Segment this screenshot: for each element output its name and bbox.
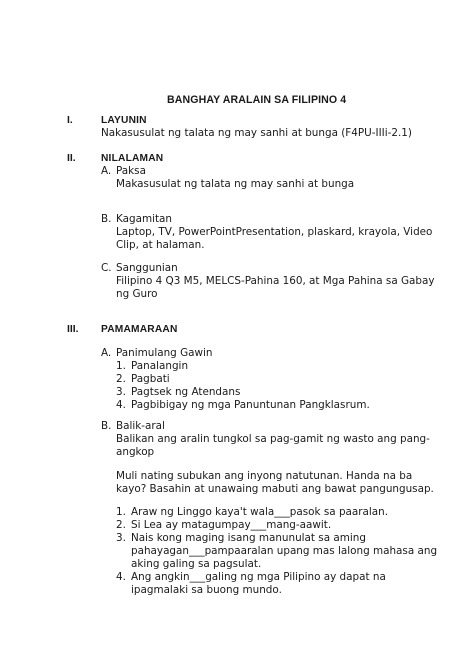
section-numeral-1: I. xyxy=(67,115,73,126)
subsection-label-balik-aral: Balik-aral xyxy=(116,420,165,432)
layunin-text: Nakasusulat ng talata ng may sanhi at bunga (F4PU-IIIi-2.1) xyxy=(101,127,412,139)
list-item-continuation: pahayagan___pampaaralan upang mas lalong mahasa ang xyxy=(131,545,438,557)
page-title: BANGHAY ARALAIN SA FILIPINO 4 xyxy=(167,94,347,106)
list-item-continuation: ipagmalaki sa buong mundo. xyxy=(131,584,282,596)
list-item-number: 2. xyxy=(116,373,126,385)
list-item: Pagtsek ng Atendans xyxy=(131,386,241,398)
list-item: Araw ng Linggo kaya't wala___pasok sa paaralan. xyxy=(131,506,389,518)
sanggunian-text-line-1: Filipino 4 Q3 M5, MELCS-Pahina 160, at Mga Pahina sa Gabay xyxy=(116,275,435,287)
subsection-letter-b: B. xyxy=(101,213,112,225)
subsection-letter-a: A. xyxy=(101,165,112,177)
subsection-letter-a: A. xyxy=(101,347,112,359)
list-item: Nais kong maging isang manunulat sa aming xyxy=(131,532,366,544)
list-item: Si Lea ay matagumpay___mang-aawit. xyxy=(131,519,332,531)
list-item-number: 1. xyxy=(116,360,126,372)
list-item: Pagbati xyxy=(131,373,170,385)
list-item-number: 1. xyxy=(116,506,126,518)
balik-aral-text-line-1: Balikan ang aralin tungkol sa pag-gamit ng wasto ang pang- xyxy=(116,433,430,445)
subsection-letter-b: B. xyxy=(101,420,112,432)
balik-aral-text-line-2: angkop xyxy=(116,446,155,458)
instruction-text-line-1: Muli nating subukan ang inyong natutunan. Handa na ba xyxy=(116,470,413,482)
list-item: Pagbibigay ng mga Panuntunan Pangklasrum. xyxy=(131,399,370,411)
list-item: Panalangin xyxy=(131,360,189,372)
list-item-number: 4. xyxy=(116,399,126,411)
section-heading-layunin: LAYUNIN xyxy=(101,115,147,126)
instruction-text-line-2: kayo? Basahin at unawaing mabuti ang bawat pangungusap. xyxy=(116,483,434,495)
paksa-text: Makasusulat ng talata ng may sanhi at bunga xyxy=(116,178,355,190)
list-item-number: 3. xyxy=(116,386,126,398)
list-item-continuation: aking galing sa pagsulat. xyxy=(131,558,262,570)
subsection-letter-c: C. xyxy=(101,262,112,274)
section-numeral-3: III. xyxy=(67,324,79,335)
kagamitan-text-line-1: Laptop, TV, PowerPointPresentation, plaskard, krayola, Video xyxy=(116,226,433,238)
subsection-label-sanggunian: Sanggunian xyxy=(116,262,178,274)
list-item-number: 4. xyxy=(116,571,126,583)
section-heading-nilalaman: NILALAMAN xyxy=(101,153,164,164)
list-item-number: 2. xyxy=(116,519,126,531)
kagamitan-text-line-2: Clip, at halaman. xyxy=(116,239,205,251)
section-numeral-2: II. xyxy=(67,153,76,164)
sanggunian-text-line-2: ng Guro xyxy=(116,288,158,300)
section-heading-pamamaraan: PAMAMARAAN xyxy=(101,324,178,335)
list-item: Ang angkin___galing ng mga Pilipino ay dapat na xyxy=(131,571,386,583)
subsection-label-panimulang-gawin: Panimulang Gawin xyxy=(116,347,213,359)
list-item-number: 3. xyxy=(116,532,126,544)
subsection-label-kagamitan: Kagamitan xyxy=(116,213,172,225)
subsection-label-paksa: Paksa xyxy=(116,165,146,177)
